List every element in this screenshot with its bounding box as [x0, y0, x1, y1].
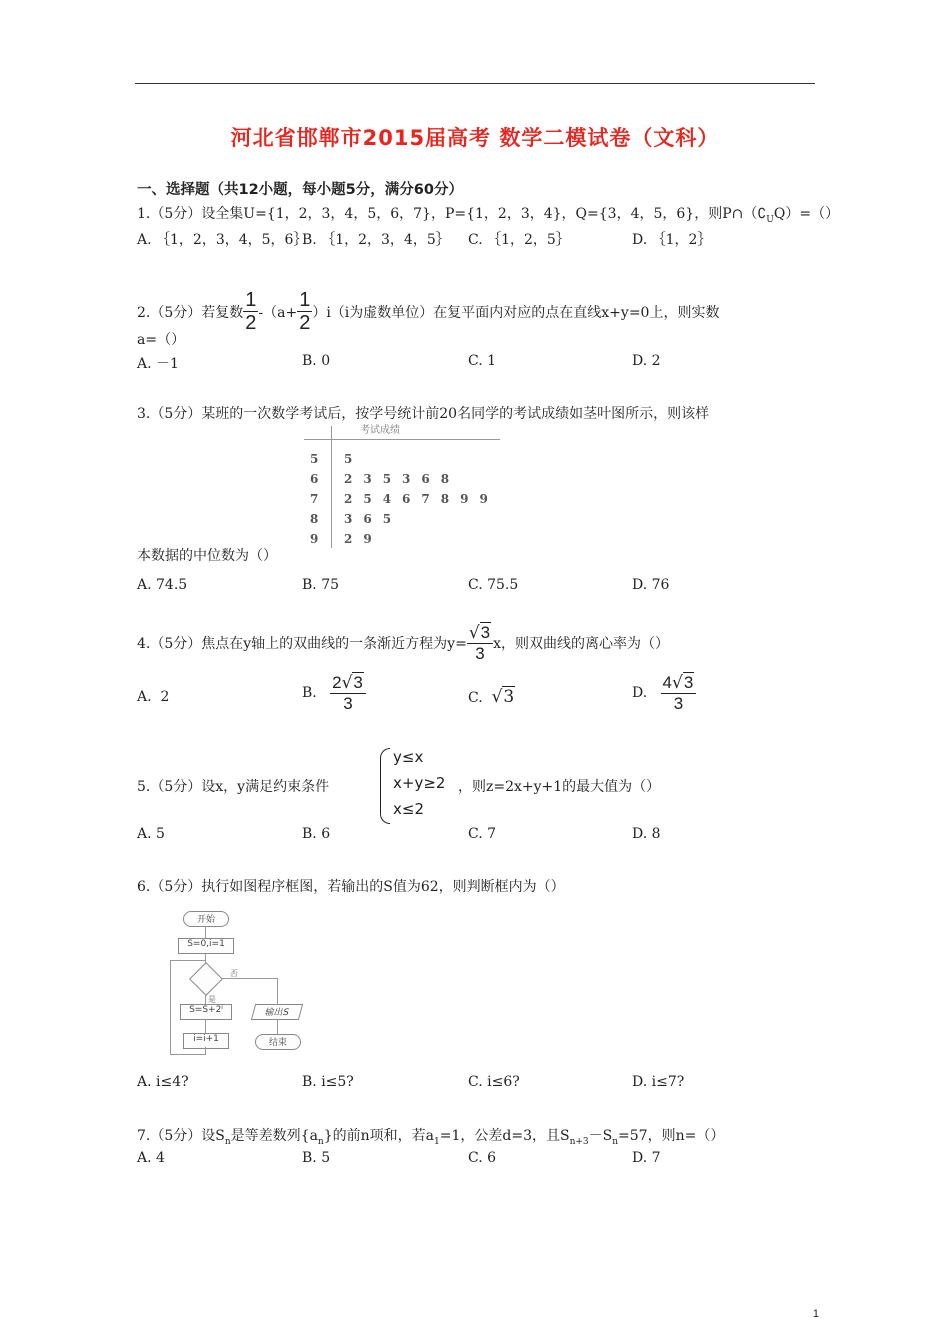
fraction-half-2: $\frac{1}{2}$	[299, 289, 311, 334]
stem-leaf-title: 考试成绩	[360, 425, 400, 436]
q4-option-d[interactable]: D. $\frac{4√3}{3}$	[632, 674, 696, 712]
leaves: 235368	[344, 472, 461, 486]
flow-label-yes: 是	[208, 995, 216, 1004]
stem: 6	[310, 472, 319, 486]
q1-option-a[interactable]: A. ｛1，2，3，4，5，6｝	[137, 232, 308, 248]
flow-arrow	[277, 1019, 278, 1034]
q2-option-a[interactable]: A. －1	[137, 356, 179, 372]
question-5-prefix: 5.（5分）设x，y满足约束条件	[137, 779, 330, 795]
flow-loop	[170, 1054, 206, 1055]
leaves: 25467899	[344, 492, 499, 506]
fraction-d: $\frac{4√3}{3}$	[661, 674, 697, 712]
header-divider	[304, 439, 500, 440]
q3-option-a[interactable]: A. 74.5	[137, 577, 188, 593]
flow-arrow	[205, 926, 206, 938]
q6-option-d[interactable]: D. i≤7?	[632, 1074, 685, 1090]
leaves: 5	[344, 452, 364, 466]
question-2: 2.（5分）若复数 $\frac{1}{2}$ -（a+ $\frac{1}{2}$ ）i（i为虚数单位）在复平面内对应的点在直线x+y=0上，则实数	[137, 289, 720, 334]
q4-option-c[interactable]: C. √3	[468, 687, 515, 707]
q5-option-d[interactable]: D. 8	[632, 826, 661, 842]
q6-option-b[interactable]: B. i≤5?	[302, 1074, 354, 1090]
q7-option-b[interactable]: B. 5	[302, 1150, 331, 1166]
flow-decision	[189, 962, 223, 996]
stem: 9	[310, 532, 319, 546]
q3-option-c[interactable]: C. 75.5	[468, 577, 519, 593]
stem: 5	[310, 452, 319, 466]
brace	[380, 748, 390, 824]
q1-option-c[interactable]: C. ｛1，2，5｝	[468, 232, 570, 248]
q6-option-c[interactable]: C. i≤6?	[468, 1074, 520, 1090]
q3-option-d[interactable]: D. 76	[632, 577, 670, 593]
q1-option-d[interactable]: D. ｛1，2｝	[632, 232, 712, 248]
flow-increment: i=i+1	[183, 1033, 229, 1049]
leaves: 29	[344, 532, 383, 546]
flow-loop	[170, 960, 206, 961]
flow-loop	[170, 960, 171, 1055]
flow-arrow	[205, 994, 206, 1004]
stem-leaf-plot	[300, 420, 510, 550]
flow-label-no: 否	[230, 969, 238, 978]
fraction-sqrt3-over-3: $\frac{√3}{3}$	[467, 624, 493, 662]
constraint: x+y≥2	[393, 774, 446, 792]
section-heading: 一、选择题（共12小题，每小题5分，满分60分）	[137, 182, 463, 198]
question-6: 6.（5分）执行如图程序框图，若输出的S值为62，则判断框内为（）	[137, 879, 565, 895]
constraint: x≤2	[393, 800, 424, 818]
q2-option-b[interactable]: B. 0	[302, 353, 331, 369]
q5-option-b[interactable]: B. 6	[302, 826, 331, 842]
constraint-system	[380, 748, 455, 824]
question-7: 7.（5分）设$S_n$是等差数列$\{a_n\}$的前n项和，若$a_1=1$，公差d=3，且$S_{n+3}-S_n=57$，则n=（）	[137, 1128, 725, 1147]
flowchart	[150, 906, 340, 1058]
q5-option-c[interactable]: C. 7	[468, 826, 497, 842]
header-rule	[135, 83, 815, 84]
flow-output: 输出S	[251, 1004, 303, 1020]
q6-option-a[interactable]: A. i≤4?	[137, 1074, 189, 1090]
q7-option-d[interactable]: D. 7	[632, 1150, 661, 1166]
flow-start: 开始	[183, 911, 229, 927]
q4-option-a[interactable]: A. 2	[137, 689, 170, 705]
stem: 8	[310, 512, 319, 526]
question-1: 1.（5分）设全集U={1，2，3，4，5，6，7}，P={1，2，3，4}，Q={3，4，5，6}，则$P\cap(∁_UQ)=()$	[137, 206, 840, 225]
fraction-b: $\frac{2√3}{3}$	[330, 674, 366, 712]
q2-line-2: a=（）	[137, 332, 186, 348]
page-title: 河北省邯郸市2015届高考 数学二模试卷（文科）	[230, 126, 720, 150]
q1-option-b[interactable]: B. ｛1，2，3，4，5｝	[302, 232, 450, 248]
q7-option-a[interactable]: A. 4	[137, 1150, 165, 1166]
flow-end: 结束	[255, 1034, 301, 1050]
fraction-half: $\frac{1}{2}$	[245, 289, 257, 334]
flow-init: S=0,i=1	[178, 938, 234, 954]
q3-option-b[interactable]: B. 75	[302, 577, 340, 593]
stem: 7	[310, 492, 319, 506]
flow-loop	[205, 1047, 206, 1055]
flow-update: S=S+2ⁱ	[180, 1004, 232, 1020]
q5-option-a[interactable]: A. 5	[137, 826, 165, 842]
constraint: y≤x	[393, 748, 424, 766]
question-4: 4.（5分）焦点在y轴上的双曲线的一条渐近方程为y= $\frac{√3}{3}$ x，则双曲线的离心率为（）	[137, 623, 670, 663]
flow-arrow	[205, 1019, 206, 1033]
flow-arrow	[277, 978, 278, 1004]
question-5-suffix: ，则z=2x+y+1的最大值为（）	[458, 779, 661, 795]
q2-option-d[interactable]: D. 2	[632, 353, 661, 369]
page-number: 1	[812, 1308, 819, 1320]
q7-option-c[interactable]: C. 6	[468, 1150, 497, 1166]
leaves: 365	[344, 512, 403, 526]
q3-line-2: 本数据的中位数为（）	[137, 548, 277, 564]
q2-option-c[interactable]: C. 1	[468, 353, 497, 369]
stem-divider	[331, 426, 332, 548]
question-3: 3.（5分）某班的一次数学考试后，按学号统计前20名同学的考试成绩如茎叶图所示，则该样	[137, 406, 710, 422]
q4-option-b[interactable]: B. $\frac{2√3}{3}$	[302, 674, 366, 712]
